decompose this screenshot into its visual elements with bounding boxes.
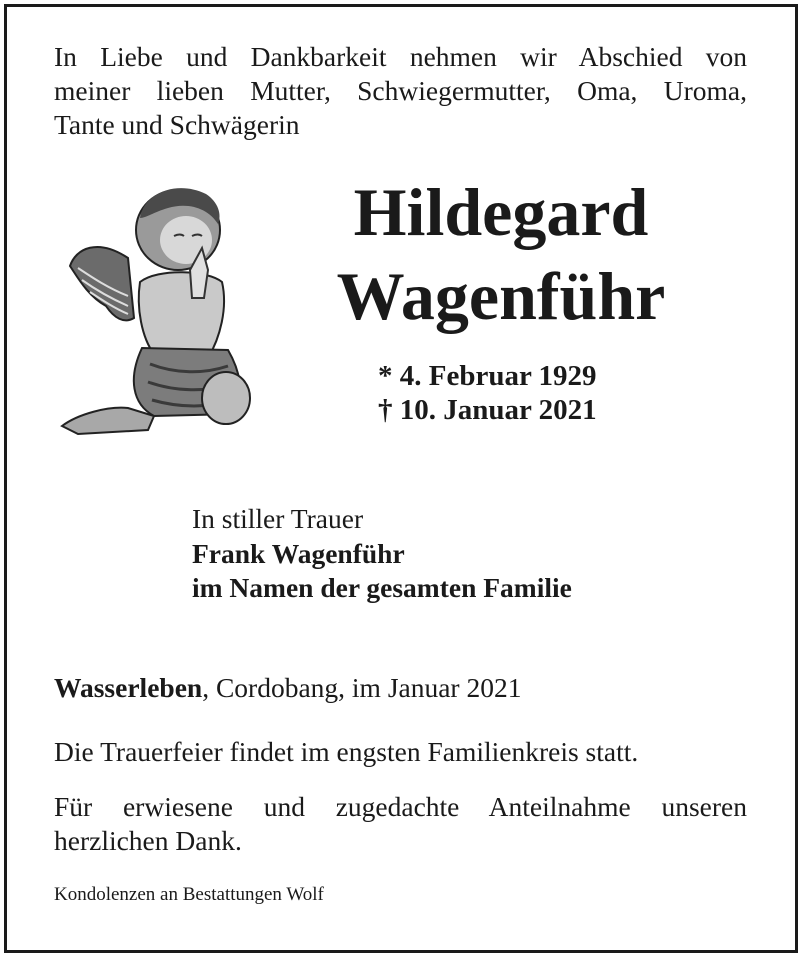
condolences-note: Kondolenzen an Bestattungen Wolf [54, 884, 324, 905]
deceased-first-name: Hildegard [353, 174, 649, 250]
place-rest: , Cordobang, im Januar 2021 [202, 672, 522, 703]
intro-line: In Liebe und Dankbarkeit nehmen wir Abschied von [54, 41, 747, 72]
intro-line: Tante und Schwägerin [54, 109, 300, 140]
thanks-text [54, 790, 747, 858]
mourning-intro: In stiller Trauer [192, 503, 364, 534]
praying-angel-image [58, 178, 258, 440]
ceremony-note: Die Trauerfeier findet im engsten Familienkreis statt. [54, 736, 639, 767]
mourner-name: Frank Wagenführ [192, 538, 405, 569]
thanks-line: Für erwiesene und zugedachte Anteilnahme unseren [54, 791, 747, 822]
thanks-line: herzlichen Dank. [54, 825, 242, 856]
place-name: Wasserleben [54, 672, 203, 703]
death-date: † 10. Januar 2021 [378, 394, 597, 426]
deceased-last-name: Wagenführ [336, 258, 666, 334]
intro-line: meiner lieben Mutter, Schwiegermutter, Oma, Uroma, [54, 75, 747, 106]
intro-text [54, 40, 747, 142]
birth-date: * 4. Februar 1929 [378, 360, 597, 392]
family-line: im Namen der gesamten Familie [192, 572, 572, 603]
place-date [54, 674, 521, 702]
